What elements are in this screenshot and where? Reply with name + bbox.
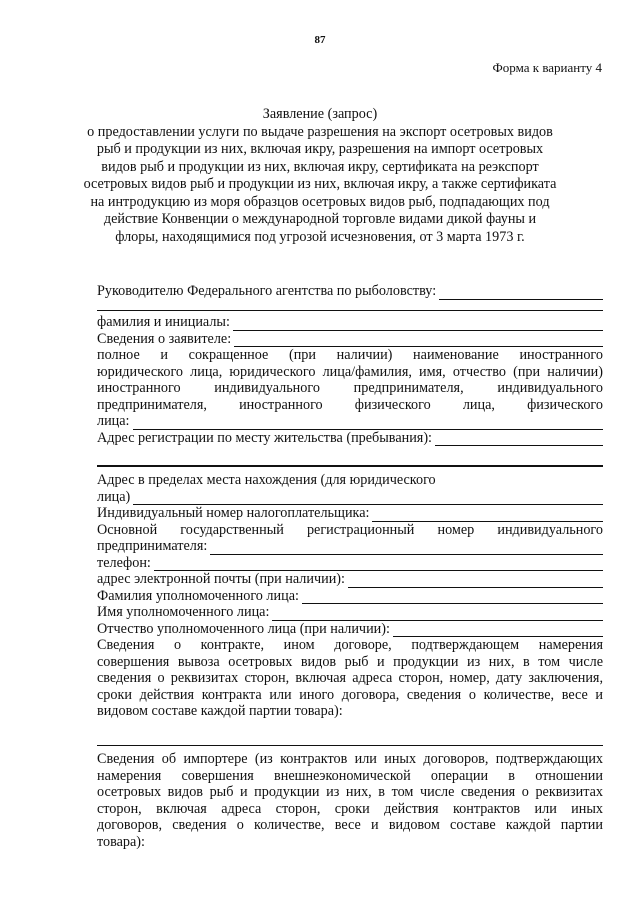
- rep-surname-label: Фамилия уполномоченного лица:: [97, 587, 299, 604]
- applicant-desc-line: предпринимателя, иностранного физического лица, физического: [97, 396, 603, 413]
- importer-info-line: Сведения об импортере (из контрактов или иных договоров, подтверждающих: [97, 751, 603, 767]
- head-of-agency-label: Руководителю Федерального агентства по рыболовству:: [97, 283, 437, 299]
- applicant-desc-end-line: [97, 413, 603, 430]
- details-block: [97, 472, 603, 720]
- email-line: [97, 571, 603, 588]
- head-of-agency-field[interactable]: [439, 287, 603, 300]
- phone-line: [97, 555, 603, 572]
- applicant-desc-line: полное и сокращенное (при наличии) наименование иностранного: [97, 347, 603, 363]
- phone-field[interactable]: [154, 558, 603, 571]
- heading-line: осетровых видов рыб и продукции из них, включая икру, а также сертификата: [83, 176, 557, 192]
- registration-address-label: Адрес регистрации по месту жительства (пребывания):: [97, 429, 432, 446]
- location-address-label-2: лица): [97, 488, 131, 505]
- form-reference: Форма к варианту 4: [492, 60, 602, 75]
- applicant-block: [97, 314, 603, 446]
- ogrnip-label-1: Основной государственный регистрационный номер индивидуального: [97, 521, 603, 538]
- heading-line: о предоставлении услуги по выдаче разрешения на экспорт осетровых видов: [87, 123, 553, 140]
- email-label: адрес электронной почты (при наличии):: [97, 571, 345, 587]
- contract-info-line: Сведения о контракте, ином договоре, подтверждающем намерения: [97, 637, 603, 653]
- importer-info-line: сторон, включая адреса сторон, сроки действия контрактов или иных: [97, 800, 603, 817]
- contract-info-end: видовом составе каждой партии товара):: [97, 703, 343, 719]
- head-of-agency-line: [97, 283, 603, 300]
- heading-line: рыб и продукции из них, включая икру, разрешения на импорт осетровых: [96, 141, 544, 157]
- inn-field[interactable]: [372, 509, 603, 522]
- surname-initials-label: фамилия и инициалы:: [97, 314, 230, 330]
- applicant-info-label: Сведения о заявителе:: [97, 330, 232, 347]
- location-address-line: [97, 489, 603, 506]
- inn-label: Индивидуальный номер налогоплательщика:: [97, 505, 370, 521]
- registration-address-line: [97, 430, 603, 447]
- rep-patronymic-field[interactable]: [393, 624, 603, 637]
- email-field[interactable]: [348, 575, 603, 588]
- importer-info-line: осетровых видов рыб и продукции из них, в том числе сведения о реквизитах: [97, 784, 603, 800]
- head-of-agency-block: [97, 283, 603, 300]
- contract-info-line: совершения вывоза осетровых видов рыб и продукции из них, в том числе: [97, 653, 603, 670]
- ogrnip-field[interactable]: [210, 542, 603, 555]
- rep-name-field[interactable]: [272, 608, 603, 621]
- location-address-label-1: Адрес в пределах места нахождения (для юридического: [97, 472, 436, 488]
- document-heading: [80, 106, 560, 246]
- heading-title: Заявление (запрос): [262, 106, 378, 122]
- applicant-desc-line: иностранного индивидуального предпринимателя, индивидуального: [97, 380, 603, 396]
- importer-info-end: товара):: [97, 833, 145, 850]
- surname-initials-line: [97, 314, 603, 331]
- applicant-desc-line: юридического лица, юридического лица/фамилия, имя, отчество (при наличии): [97, 363, 603, 380]
- applicant-name-field[interactable]: [133, 417, 603, 430]
- registration-address-continuation-field[interactable]: [97, 465, 603, 467]
- rep-surname-line: [97, 588, 603, 605]
- rep-name-line: [97, 604, 603, 621]
- contract-info-field[interactable]: [97, 745, 603, 746]
- rep-patronymic-label: Отчество уполномоченного лица (при наличии):: [97, 620, 390, 637]
- heading-line: действие Конвенции о международной торговле видами дикой фауны и: [103, 211, 537, 227]
- heading-line: видов рыб и продукции из них, включая икру, сертификата на реэкспорт: [101, 158, 539, 175]
- inn-line: [97, 505, 603, 522]
- applicant-info-field[interactable]: [234, 334, 603, 347]
- contract-info-line: сведения о реквизитах сторон, включая адреса сторон, номер, дату заключения,: [97, 670, 603, 686]
- page-number: 87: [314, 34, 326, 46]
- head-of-agency-continuation-field[interactable]: [97, 310, 603, 311]
- heading-line: флоры, находящимися под угрозой исчезновения, от 3 марта 1973 г.: [115, 228, 525, 245]
- registration-address-field[interactable]: [435, 433, 603, 446]
- ogrnip-line: [97, 538, 603, 555]
- heading-line: на интродукцию из моря образцов осетровых видов рыб, подпадающих под: [90, 193, 550, 210]
- importer-block: [97, 751, 603, 850]
- phone-label: телефон:: [97, 554, 151, 571]
- importer-info-line: намерения совершения внешнеэкономической операции в отношении: [97, 767, 603, 784]
- applicant-info-line: [97, 331, 603, 348]
- applicant-desc-end-label: лица:: [97, 413, 130, 429]
- ogrnip-label-2: предпринимателя:: [97, 538, 208, 554]
- rep-surname-field[interactable]: [302, 591, 603, 604]
- rep-patronymic-line: [97, 621, 603, 638]
- contract-info-line: сроки действия контракта или иного договора, сведения о количестве, весе и: [97, 686, 603, 703]
- importer-info-line: договоров, сведения о количестве, весе и видовом составе каждой партии: [97, 817, 603, 833]
- location-address-field[interactable]: [133, 492, 603, 505]
- rep-name-label: Имя уполномоченного лица:: [97, 604, 270, 620]
- surname-initials-field[interactable]: [233, 318, 603, 331]
